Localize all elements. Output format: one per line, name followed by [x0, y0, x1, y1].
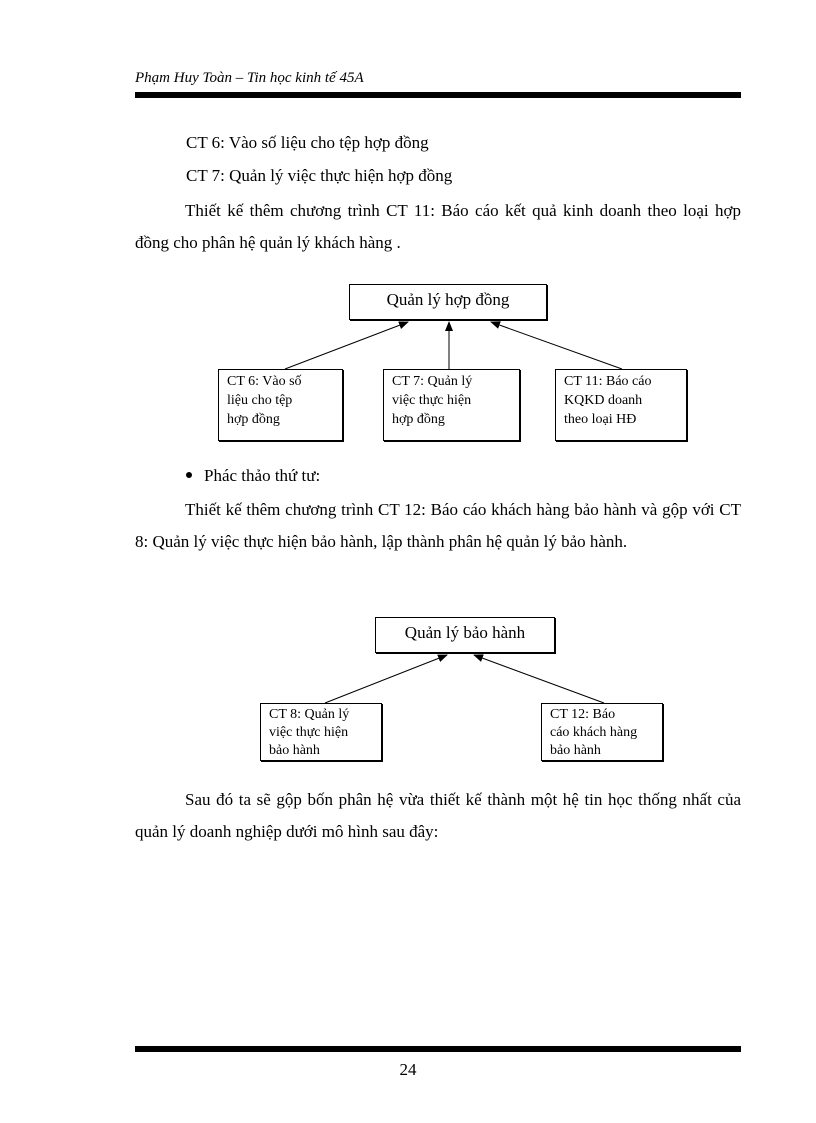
- box-line: KQKD doanh: [564, 393, 643, 408]
- box-line: bảo hành: [269, 743, 320, 758]
- box-line: CT 11: Báo cáo: [564, 374, 652, 389]
- arrow-ct11-to-root: [491, 322, 622, 369]
- paragraph-ct11: Thiết kế thêm chương trình CT 11: Báo cáo kết quả kinh doanh theo loại hợp đồng cho phân hệ quản lý khách hàng .: [135, 201, 741, 252]
- page-number: 24: [399, 1060, 417, 1079]
- box-line: theo loại HĐ: [564, 412, 637, 427]
- box-line: hợp đồng: [392, 412, 445, 427]
- box-line: hợp đồng: [227, 412, 280, 427]
- arrow-ct6-to-root: [285, 322, 408, 369]
- body-line-ct6: CT 6: Vào số liệu cho tệp hợp đồng: [186, 133, 429, 152]
- box-line: CT 7: Quản lý: [392, 374, 473, 389]
- box-line: việc thực hiện: [269, 725, 349, 740]
- body-line-ct7: CT 7: Quản lý việc thực hiện hợp đồng: [186, 166, 453, 185]
- running-header: Phạm Huy Toàn – Tin học kinh tế 45A: [135, 70, 364, 86]
- box-line: bảo hành: [550, 743, 601, 758]
- arrow-ct12-to-root: [474, 655, 604, 703]
- bullet-text: Phác thảo thứ tư:: [204, 466, 321, 485]
- box-line: CT 8: Quản lý: [269, 707, 350, 722]
- box-line: CT 12: Báo: [550, 707, 616, 722]
- diagram1-root-box: Quản lý hợp đồng: [349, 284, 547, 320]
- paragraph-summary: Sau đó ta sẽ gộp bốn phân hệ vừa thiết kế thành một hệ tin học thống nhất của quản lý doanh nghiệp dưới mô hình sau đây:: [135, 790, 741, 841]
- arrow-ct8-to-root: [325, 655, 447, 703]
- box-line: cáo khách hàng: [550, 725, 638, 740]
- box-line: việc thực hiện: [392, 393, 472, 408]
- diagram2-root-box: Quản lý bảo hành: [375, 617, 555, 653]
- box-line: CT 6: Vào số: [227, 374, 302, 389]
- footer-rule: [135, 1046, 741, 1052]
- paragraph-ct12: Thiết kế thêm chương trình CT 12: Báo cáo khách hàng bảo hành và gộp với CT 8: Quản lý việc thực hiện bảo hành, lập thành phân hệ quản lý bảo hành.: [135, 500, 741, 551]
- box-line: liệu cho tệp: [227, 393, 293, 408]
